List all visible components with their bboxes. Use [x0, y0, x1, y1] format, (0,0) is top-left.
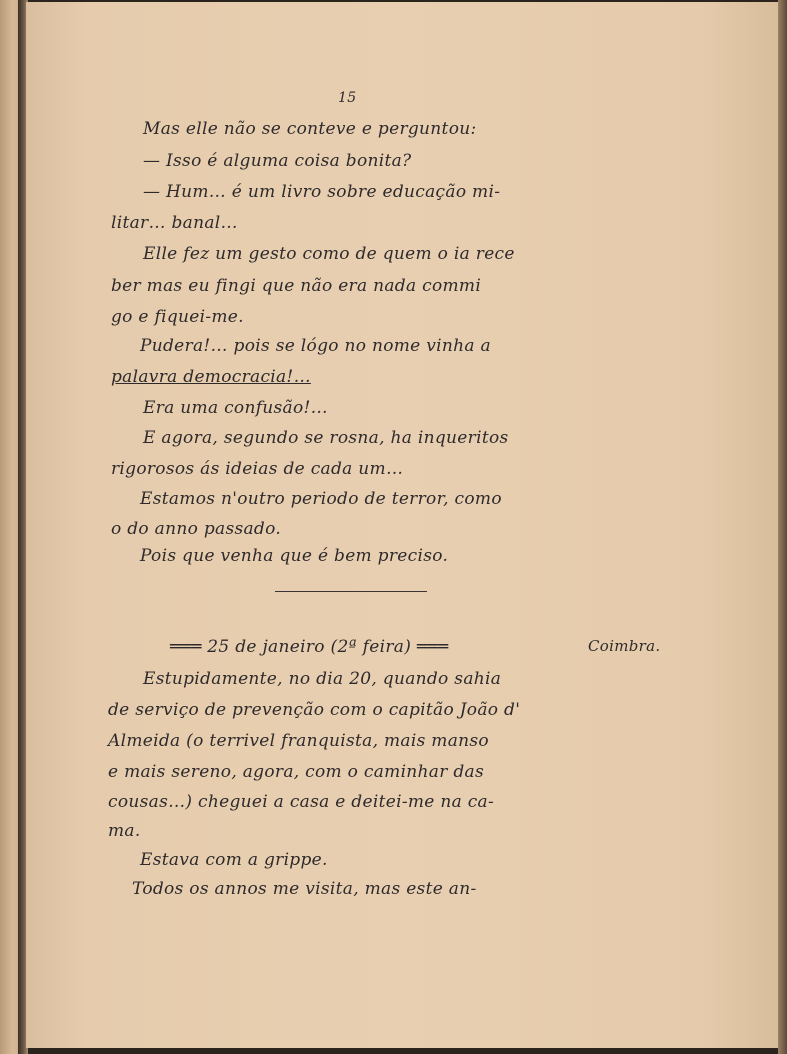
entry-line-4: e mais sereno, agora, com o caminhar das: [108, 762, 485, 782]
text-line-12: rigorosos ás ideias de cada um…: [111, 459, 404, 479]
entry-line-6: ma.: [108, 821, 141, 841]
text-line-15: Pois que venha que é bem preciso.: [140, 546, 449, 566]
text-line-11: E agora, segundo se rosna, ha inqueritos: [143, 428, 509, 448]
text-line-14: o do anno passado.: [111, 519, 282, 539]
text-line-6: ber mas eu fingi que não era nada commi: [111, 276, 482, 296]
text-line-7: go e fiquei-me.: [111, 307, 244, 327]
text-line-5: Elle fez um gesto como de quem o ia rece: [143, 244, 515, 264]
right-page-edge: [778, 0, 787, 1054]
text-line-13: Estamos n'outro periodo de terror, como: [140, 489, 502, 509]
entry-date-heading: ═══ 25 de janeiro (2ª feira) ═══: [170, 637, 449, 657]
text-line-10: Era uma confusão!…: [143, 398, 328, 418]
text-line-3: — Hum… é um livro sobre educação mi-: [143, 182, 501, 202]
place-label: Coimbra.: [588, 637, 661, 655]
text-line-9: palavra democracia!…: [111, 367, 311, 387]
entry-line-3: Almeida (o terrivel franquista, mais manso: [108, 731, 489, 751]
text-line-4: litar… banal…: [111, 213, 238, 233]
entry-line-2: de serviço de prevenção com o capitão João d': [108, 700, 521, 720]
text-line-2: — Isso é alguma coisa bonita?: [143, 151, 412, 171]
page-number: 15: [338, 90, 357, 106]
entry-line-8: Todos os annos me visita, mas este an-: [132, 879, 477, 899]
entry-line-7: Estava com a grippe.: [140, 850, 328, 870]
text-line-1: Mas elle não se conteve e perguntou:: [143, 119, 477, 139]
entry-line-1: Estupidamente, no dia 20, quando sahia: [143, 669, 502, 689]
section-divider: [275, 591, 427, 592]
text-line-8: Pudera!… pois se lógo no nome vinha a: [140, 336, 491, 356]
entry-line-5: cousas…) cheguei a casa e deitei-me na ca-: [108, 792, 495, 812]
